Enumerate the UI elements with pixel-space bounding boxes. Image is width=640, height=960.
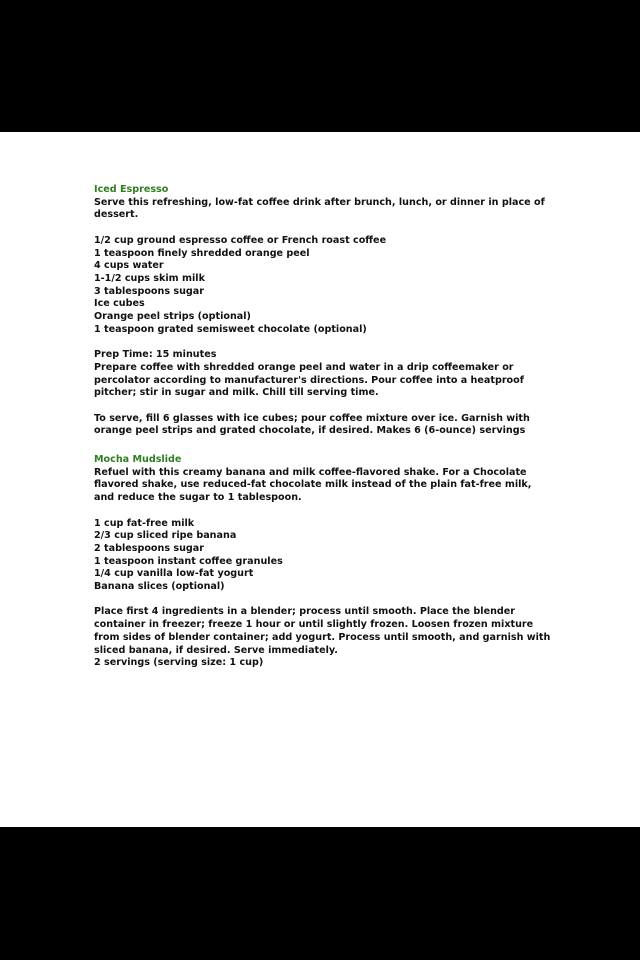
ingredient-list [94,518,554,594]
ingredient-list [94,235,554,337]
ingredient-item: 4 cups water [94,260,164,272]
recipe-title: Iced Espresso [94,184,169,195]
recipe-directions: Place first 4 ingredients in a blender; process until smooth. Place the blender container in freezer; freeze 1 hour or until slightly frozen. Loosen frozen mixture from sides of blender container; add yogurt. Process until smooth, and garnish with sliced banana, if desired. Serve immediately. [94,606,551,656]
ingredient-item: Ice cubes [94,298,145,310]
recipe-content [94,184,554,670]
ingredient-item: 1 teaspoon grated semisweet chocolate (optional) [94,323,367,335]
bottom-letterbox-bar [0,827,640,960]
ingredient-item: 1/4 cup vanilla low-fat yogurt [94,568,254,580]
prep-time: Prep Time: 15 minutes [94,349,217,361]
ingredient-item: 1 teaspoon instant coffee granules [94,555,283,567]
ingredient-item: 1-1/2 cups skim milk [94,272,205,284]
recipe-iced-espresso [94,184,554,438]
recipe-title: Mocha Mudslide [94,454,182,466]
serving-instructions: To serve, fill 6 glasses with ice cubes; pour coffee mixture over ice. Garnish with orange peel strips and grated chocolate, if desired. Makes 6 (6-ounce) servings [94,412,530,437]
recipe-mocha-mudslide [94,454,554,670]
recipe-directions: Prepare coffee with shredded orange peel and water in a drip coffeemaker or percolator according to manufacturer's directions. Pour coffee into a heatproof pitcher; stir in sugar and milk. Chill till serving time. [94,361,524,399]
recipe-intro: Serve this refreshing, low-fat coffee drink after brunch, lunch, or dinner in place of dessert. [94,196,545,221]
ingredient-item: 1 teaspoon finely shredded orange peel [94,247,310,259]
recipe-yield: 2 servings (serving size: 1 cup) [94,657,264,669]
top-letterbox-bar [0,0,640,132]
ingredient-item: 1/2 cup ground espresso coffee or French roast coffee [94,234,387,246]
ingredient-item: 1 cup fat-free milk [94,517,195,529]
document-page [0,132,640,827]
ingredient-item: Orange peel strips (optional) [94,311,251,323]
ingredient-item: Banana slices (optional) [94,581,225,593]
ingredient-item: 3 tablespoons sugar [94,285,204,297]
ingredient-item: 2/3 cup sliced ripe banana [94,530,237,542]
recipe-intro: Refuel with this creamy banana and milk coffee-flavored shake. For a Chocolate flavored shake, use reduced-fat chocolate milk instead of the plain fat-free milk, and reduce the sugar to 1 tablespoon. [94,466,532,504]
ingredient-item: 2 tablespoons sugar [94,542,204,554]
